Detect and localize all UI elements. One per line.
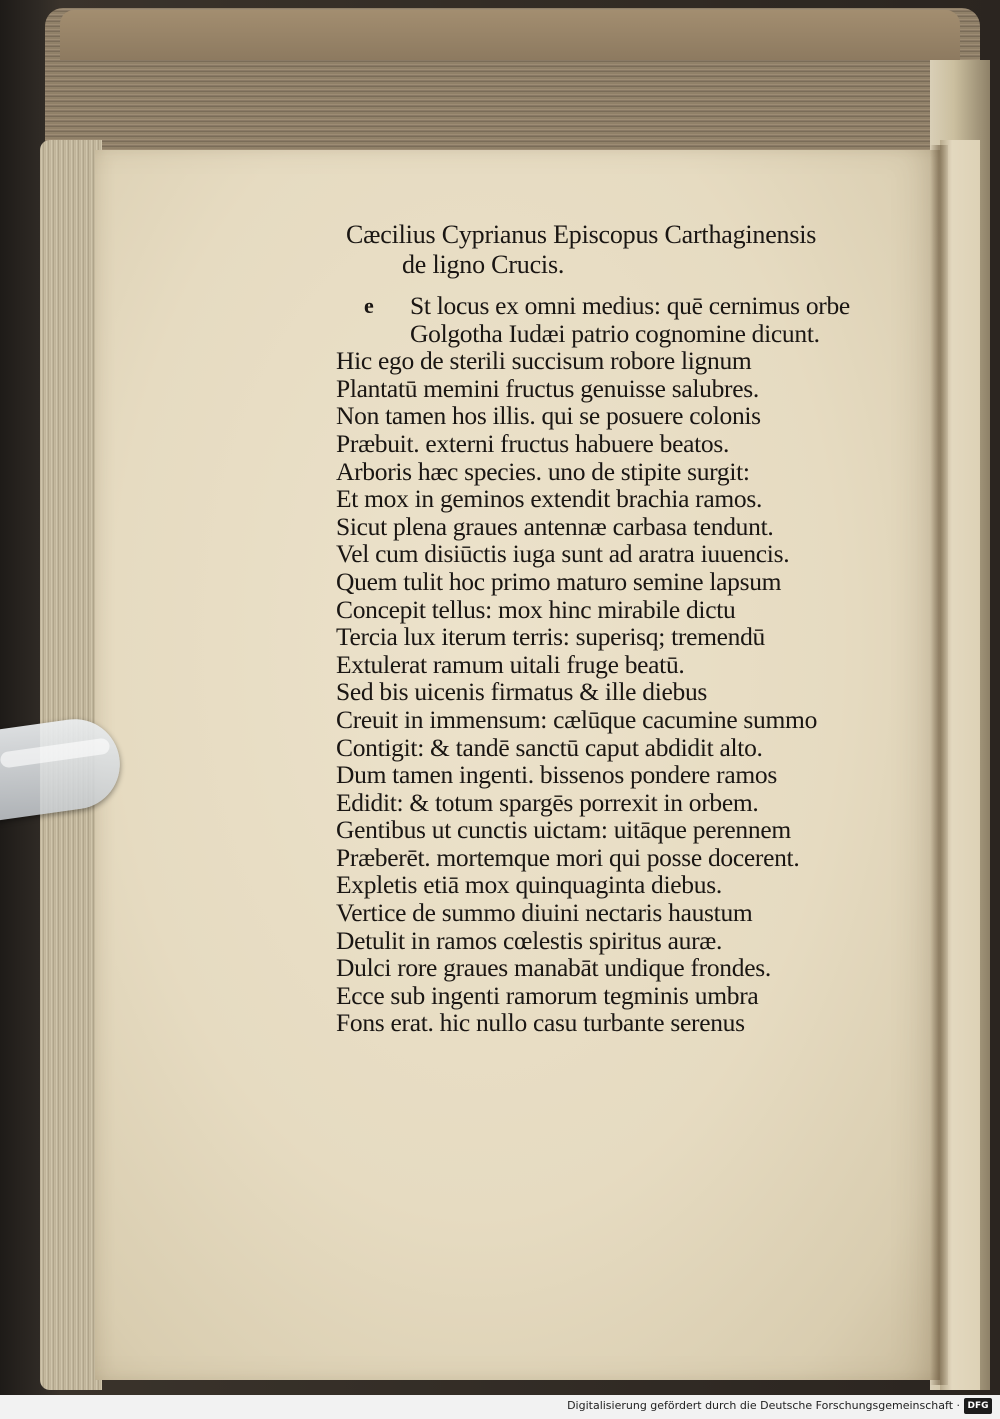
book-cover-edge xyxy=(60,10,960,60)
verse-line: Tercia lux iterum terris: superisq; tremendū xyxy=(336,622,766,652)
verse-line-text: St locus ex omni medius: quē cernimus orbe xyxy=(410,291,850,320)
verse-line: Quem tulit hoc primo maturo semine lapsum xyxy=(336,566,782,596)
footer-bar xyxy=(0,1395,1000,1419)
verse-line: Vertice de summo diuini nectaris haustum xyxy=(336,898,753,928)
verse-line: Gentibus ut cunctis uictam: uitāque perennem xyxy=(336,815,791,845)
verse-line: Non tamen hos illis. qui se posuere colonis xyxy=(336,401,761,431)
verse-line xyxy=(364,291,896,320)
verse-line: Et mox in geminos extendit brachia ramos. xyxy=(336,484,763,514)
verse-line: Præbuit. externi fructus habuere beatos. xyxy=(336,428,730,458)
gutter-shadow xyxy=(930,145,948,1385)
heading-line-2: de ligno Crucis. xyxy=(402,250,565,279)
verse-line: Præberēt. mortemque mori qui posse docerent. xyxy=(336,842,800,872)
verse-line: Sed bis uicenis firmatus & ille diebus xyxy=(336,677,708,707)
verse-line: Golgotha Iudæi patrio cognomine dicunt. xyxy=(410,318,820,348)
verse-line: Arboris hæc species. uno de stipite surgit: xyxy=(336,456,750,486)
guide-letter: e xyxy=(364,293,374,318)
verse-line: Extulerat ramum uitali fruge beatū. xyxy=(336,649,685,679)
verse-line: Fons erat. hic nullo casu turbante serenus xyxy=(336,1008,745,1038)
verse-line: Sicut plena graues antennæ carbasa tendunt. xyxy=(336,511,774,541)
verse-line: Ecce sub ingenti ramorum tegminis umbra xyxy=(336,980,759,1010)
heading-line-1: Cæcilius Cyprianus Episcopus Carthaginensis xyxy=(346,220,817,249)
verse-line: Vel cum disiūctis iuga sunt ad aratra iuuencis. xyxy=(336,539,790,569)
page-heading xyxy=(336,220,896,280)
verse-line: Expletis etiā mox quinquaginta diebus. xyxy=(336,870,722,900)
verse-line: Contigit: & tandē sanctū caput abdidit alto. xyxy=(336,732,763,762)
verse-line: Concepit tellus: mox hinc mirabile dictu xyxy=(336,594,736,624)
verse-line: Hic ego de sterili succisum robore lignum xyxy=(336,346,752,376)
verse-line: Detulit in ramos cœlestis spiritus auræ. xyxy=(336,925,723,955)
verse-block xyxy=(336,292,896,1037)
dfg-logo-icon: DFG xyxy=(964,1398,992,1414)
funding-credit: Digitalisierung gefördert durch die Deutsche Forschungsgemeinschaft · xyxy=(567,1399,960,1412)
verse-line: Creuit in immensum: cælūque cacumine summo xyxy=(336,704,818,734)
verse-line: Plantatū memini fructus genuisse salubres. xyxy=(336,373,759,403)
verse-line: Dum tamen ingenti. bissenos pondere ramos xyxy=(336,760,777,790)
verse-line: Edidit: & totum spargēs porrexit in orbem. xyxy=(336,787,759,817)
page-text xyxy=(336,220,896,1037)
verse-line: Dulci rore graues manabāt undique frondes. xyxy=(336,953,771,983)
